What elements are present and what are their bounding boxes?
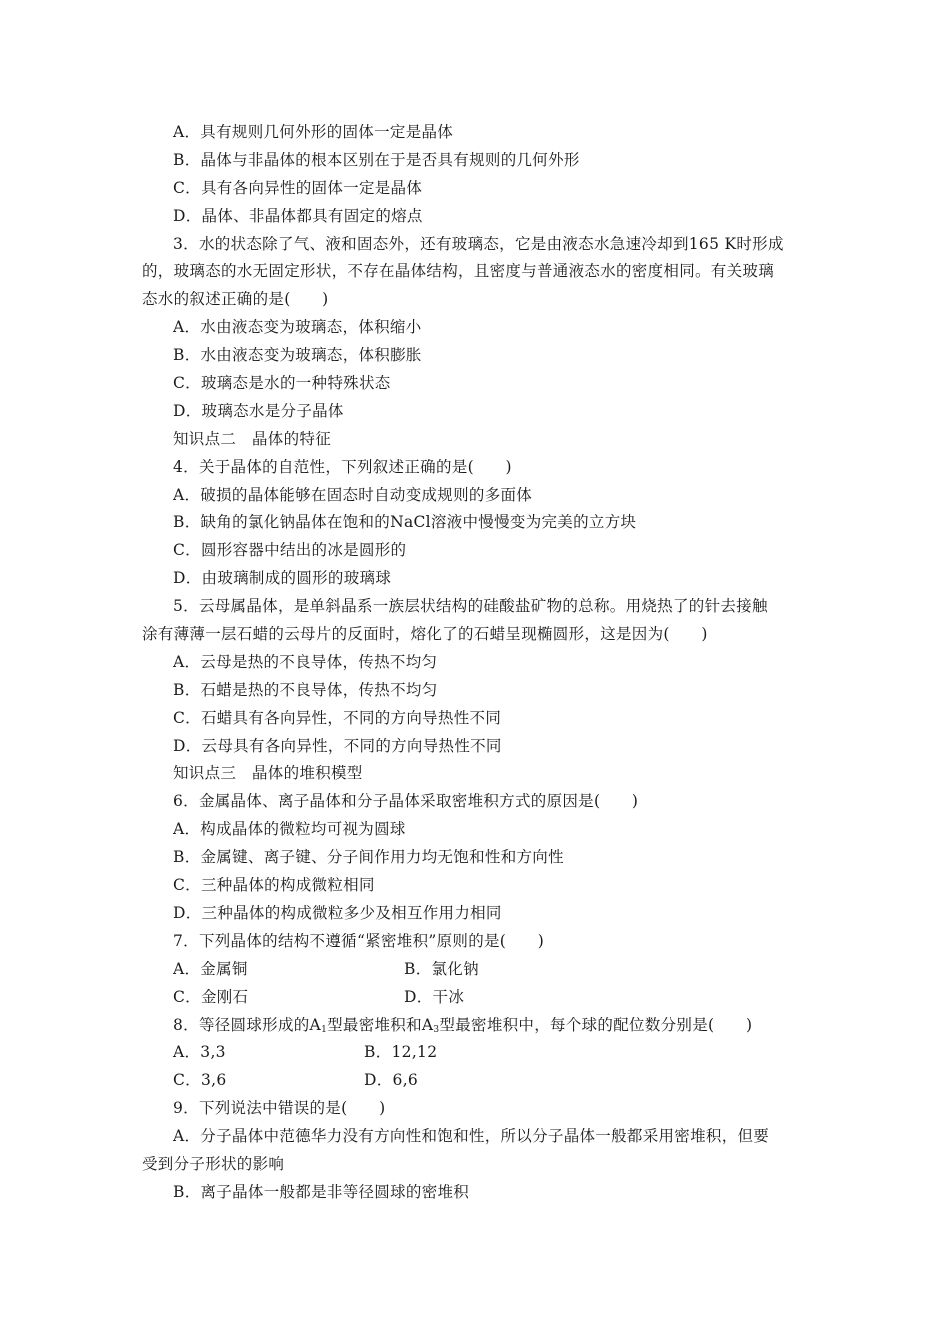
q5-stem-line-1: 5．云母属晶体，是单斜晶系一族层状结构的硅酸盐矿物的总称。用烧热了的针去接触 (173, 597, 768, 616)
q5-stem-line-2: 涂有薄薄一层石蜡的云母片的反面时，熔化了的石蜡呈现椭圆形，这是因为( ) (142, 625, 708, 644)
q7-option-b: B．氯化钠 (404, 959, 479, 978)
q4-option-c: C．圆形容器中结出的冰是圆形的 (173, 541, 407, 560)
q8-option-b: B．12,12 (364, 1043, 438, 1062)
page-content (142, 119, 822, 1207)
q3-option-d: D．玻璃态水是分子晶体 (173, 401, 344, 420)
q8-option-c: C．3,6 (173, 1071, 227, 1090)
q3-stem-line-2: 的，玻璃态的水无固定形状，不存在晶体结构，且密度与普通液态水的密度相同。有关玻璃 (142, 262, 775, 281)
q2-option-b: B．晶体与非晶体的根本区别在于是否具有规则的几何外形 (173, 150, 580, 169)
q8-stem-part-3: 型最密堆积中，每个球的配位数分别是( ) (439, 1015, 753, 1034)
q8-options-row-2 (142, 1067, 822, 1095)
q7-stem: 7．下列晶体的结构不遵循“紧密堆积”原则的是( ) (173, 931, 545, 950)
q8-subscript-1: 1 (321, 1024, 328, 1035)
q9-stem: 9．下列说法中错误的是( ) (173, 1099, 386, 1118)
q8-option-d: D．6,6 (364, 1071, 419, 1090)
q3-option-a: A．水由液态变为玻璃态，体积缩小 (173, 318, 422, 337)
q9-option-a-line-2: 受到分子形状的影响 (142, 1154, 285, 1173)
q2-option-c: C．具有各向异性的固体一定是晶体 (173, 178, 423, 197)
q6-option-c: C．三种晶体的构成微粒相同 (173, 876, 375, 895)
q7-option-d: D．干冰 (404, 987, 465, 1006)
q7-option-a: A．金属铜 (173, 959, 248, 978)
q5-option-c: C．石蜡具有各向异性，不同的方向导热性不同 (173, 708, 502, 727)
q5-option-d: D．云母具有各向异性，不同的方向导热性不同 (173, 736, 502, 755)
section-heading-2: 知识点二 晶体的特征 (173, 429, 332, 448)
q8-stem (142, 1012, 822, 1040)
q2-option-a: A．具有规则几何外形的固体一定是晶体 (173, 123, 454, 141)
q6-stem: 6．金属晶体、离子晶体和分子晶体采取密堆积方式的原因是( ) (173, 792, 639, 811)
q8-subscript-2: 3 (433, 1024, 440, 1035)
q6-option-b: B．金属键、离子键、分子间作用力均无饱和性和方向性 (173, 848, 564, 867)
q8-stem-part-2: 型最密堆积和A (327, 1015, 434, 1034)
q9-option-b: B．离子晶体一般都是非等径圆球的密堆积 (173, 1182, 470, 1201)
q4-option-b: B．缺角的氯化钠晶体在饱和的NaCl溶液中慢慢变为完美的立方块 (173, 513, 637, 532)
q3-stem-line-3: 态水的叙述正确的是( ) (142, 290, 329, 309)
q5-option-b: B．石蜡是热的不良导体，传热不均匀 (173, 680, 438, 699)
q8-option-a: A．3,3 (173, 1043, 226, 1062)
section-heading-3: 知识点三 晶体的堆积模型 (173, 764, 363, 783)
q4-stem: 4．关于晶体的自范性，下列叙述正确的是( ) (173, 457, 512, 476)
q5-option-a: A．云母是热的不良导体，传热不均匀 (173, 652, 438, 671)
q4-option-a: A．破损的晶体能够在固态时自动变成规则的多面体 (173, 485, 533, 504)
q6-option-d: D．三种晶体的构成微粒多少及相互作用力相同 (173, 903, 502, 922)
q2-option-d: D．晶体、非晶体都具有固定的熔点 (173, 206, 423, 225)
q3-stem-line-1: 3．水的状态除了气、液和固态外，还有玻璃态，它是由液态水急速冷却到165 K时形成 (173, 234, 784, 253)
q7-options-row-2 (142, 984, 822, 1012)
q3-option-c: C．玻璃态是水的一种特殊状态 (173, 374, 391, 393)
q3-option-b: B．水由液态变为玻璃态，体积膨胀 (173, 346, 422, 365)
q7-option-c: C．金刚石 (173, 987, 249, 1006)
q6-option-a: A．构成晶体的微粒均可视为圆球 (173, 820, 406, 839)
q4-option-d: D．由玻璃制成的圆形的玻璃球 (173, 569, 392, 588)
q8-stem-part-1: 8．等径圆球形成的A (173, 1015, 322, 1034)
q9-option-a-line-1: A．分子晶体中范德华力没有方向性和饱和性，所以分子晶体一般都采用密堆积，但要 (173, 1127, 770, 1146)
q8-options-row-1 (142, 1039, 822, 1067)
q7-options-row-1 (142, 956, 822, 984)
